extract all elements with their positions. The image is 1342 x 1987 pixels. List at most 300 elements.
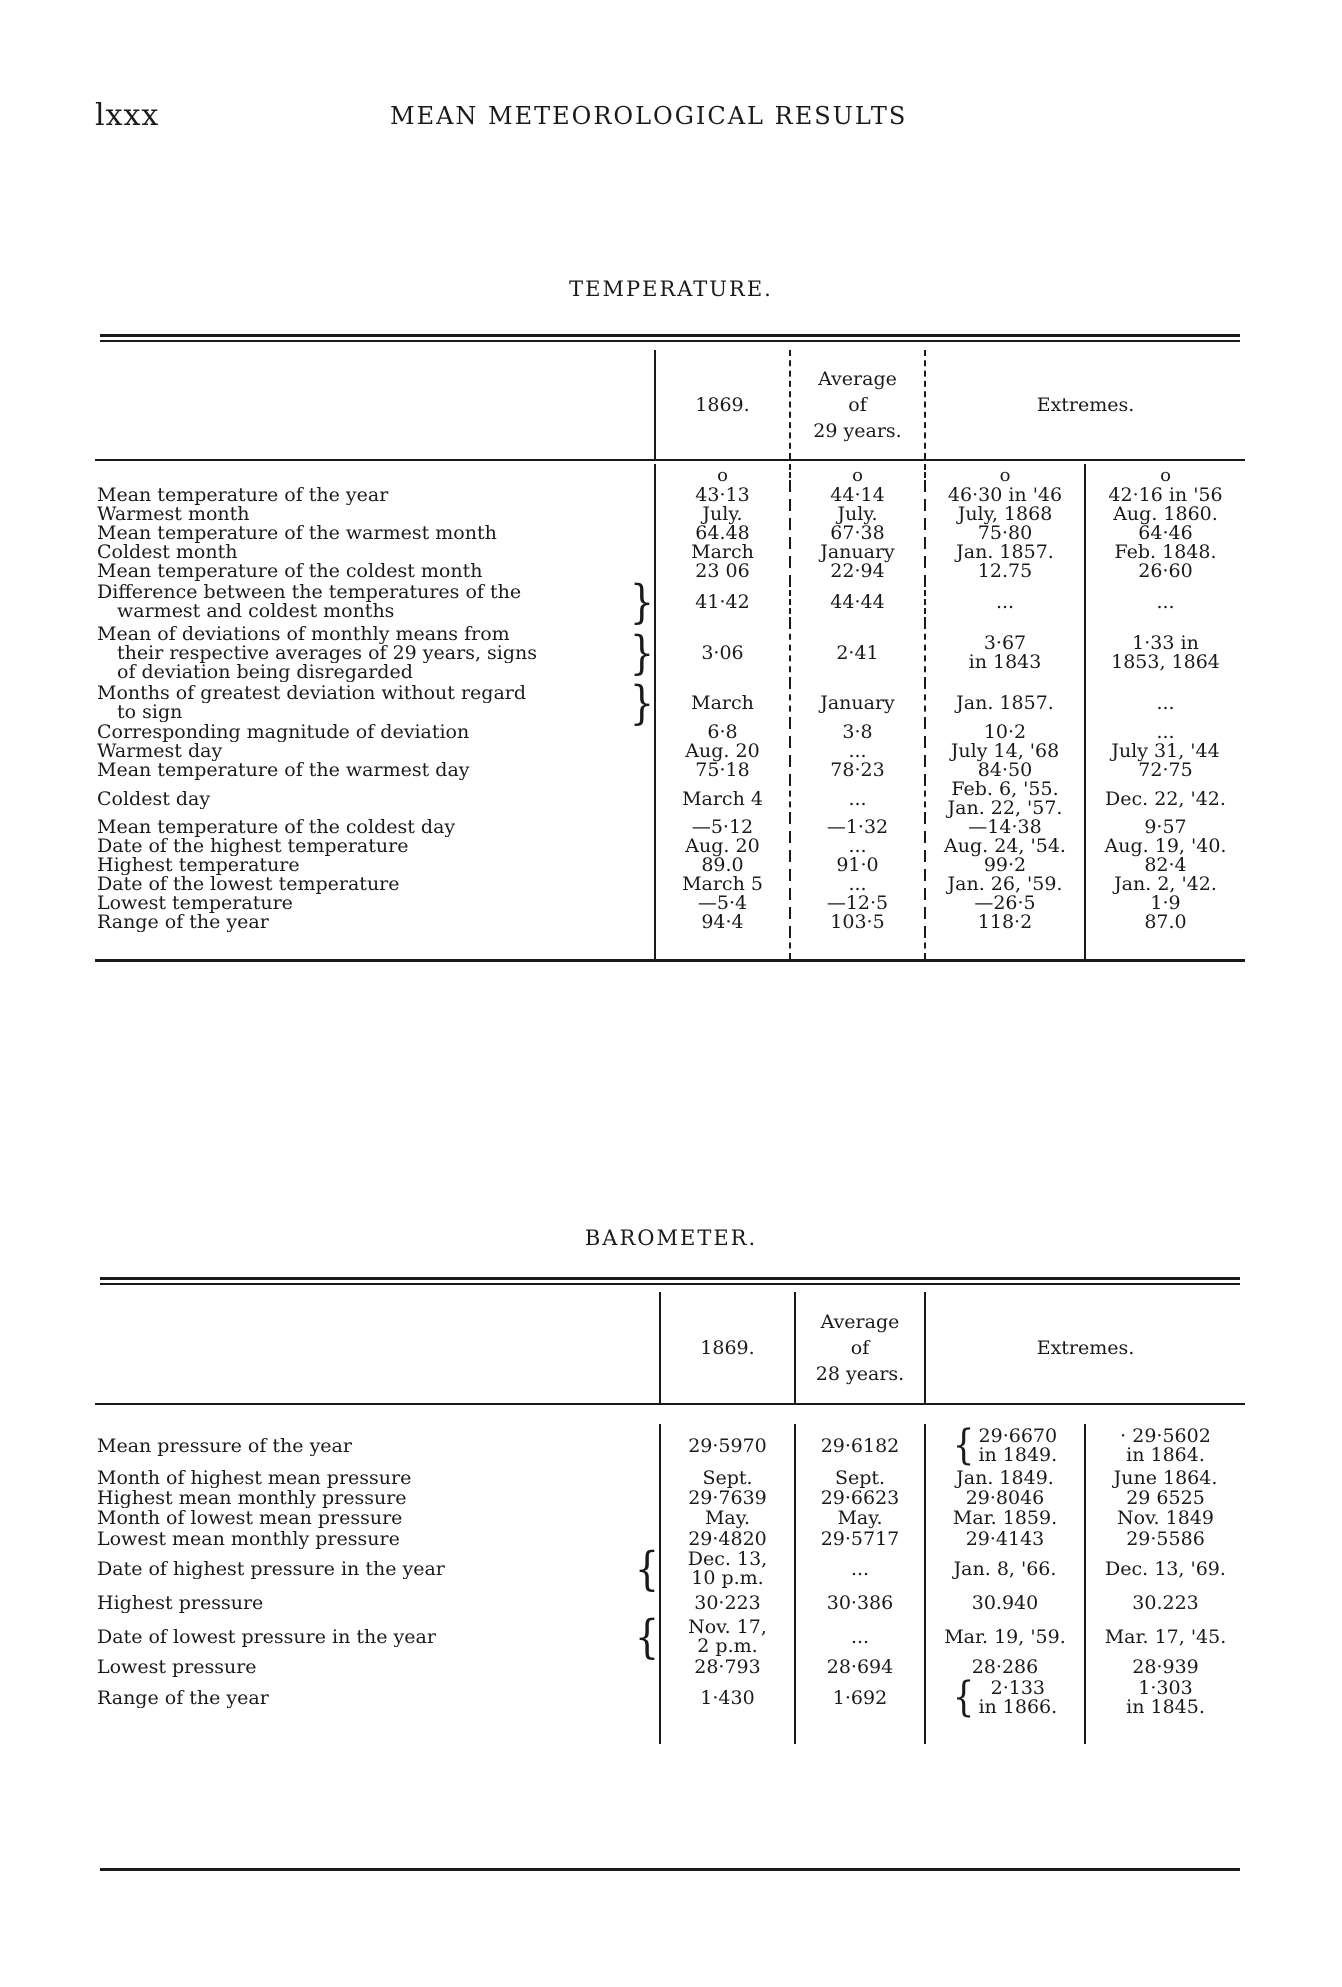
year-value: [660, 1618, 795, 1656]
temperature-row-label: [95, 913, 655, 932]
extreme-high-value: [925, 1656, 1085, 1678]
extreme-low-value: 72·75: [1085, 761, 1245, 780]
brace-right-icon: }: [629, 676, 654, 730]
barometer-top-rule-inner: [100, 1283, 1240, 1285]
barometer-row-label: [95, 1610, 660, 1664]
temperature-row: [95, 505, 1245, 524]
label-text: [97, 543, 654, 562]
label-line: Mean temperature of the coldest day: [97, 818, 456, 837]
label-text: Month of lowest mean pressure: [97, 1508, 403, 1528]
cell-line: 29·5586: [1126, 1527, 1205, 1550]
average-value: 1·692: [795, 1678, 925, 1718]
label-text: [97, 856, 654, 875]
extreme-low-value: [1085, 1528, 1245, 1550]
average-value: January: [790, 543, 925, 562]
cell-line: Jan. 8, '66.: [953, 1557, 1057, 1580]
year-value: March 5: [655, 875, 790, 894]
average-value: ...: [790, 837, 925, 856]
extreme-high-value: Jan. 1857.: [925, 543, 1085, 562]
extreme-high-value: Aug. 24, '54.: [925, 837, 1085, 856]
year-value: [660, 1424, 795, 1468]
barometer-table-bottom: [95, 1718, 1245, 1744]
average-value: May.: [795, 1508, 925, 1528]
temperature-row-label: [95, 676, 655, 730]
average-value: ...: [790, 780, 925, 818]
barometer-spacer-cell: [660, 1718, 795, 1744]
cell-line: · 29·5602: [1120, 1425, 1211, 1447]
average-value: January: [790, 683, 925, 723]
barometer-col-average-line3: 28 years.: [815, 1362, 905, 1385]
temperature-row: [95, 913, 1245, 932]
temperature-row: [95, 723, 1245, 742]
temperature-spacer-cell: [790, 932, 925, 960]
label-line: Coldest day: [97, 789, 211, 809]
barometer-row: [95, 1550, 1245, 1588]
label-group: [97, 505, 654, 524]
label-line: Mean temperature of the warmest day: [97, 761, 470, 780]
label-line: Date of the lowest temperature: [97, 875, 400, 894]
barometer-title: BAROMETER.: [584, 1226, 758, 1250]
temperature-row-label: [95, 723, 655, 742]
average-value: ...: [795, 1550, 925, 1588]
extreme-low-value: 42·16 in '56: [1085, 486, 1245, 505]
temperature-body: [95, 486, 1245, 962]
barometer-row-label: [95, 1528, 660, 1550]
barometer-spacer-cell: [95, 1718, 660, 1744]
label-group: [97, 875, 654, 894]
extreme-high-value: —14·38: [925, 818, 1085, 837]
brace-right-icon: }: [629, 575, 654, 629]
barometer-header-blank: [95, 1292, 660, 1404]
temperature-row-label: [95, 761, 655, 780]
temperature-row: [95, 856, 1245, 875]
temperature-row: [95, 875, 1245, 894]
bracket-group: [926, 1422, 1084, 1470]
label-line: Difference between the temperatures of the: [97, 583, 522, 602]
degree-mark: o: [790, 464, 925, 486]
extreme-low-value: [1085, 1550, 1245, 1588]
temperature-row-label: [95, 837, 655, 856]
average-value: Sept.: [795, 1468, 925, 1488]
cell-line: 29·5970: [688, 1434, 767, 1457]
label-line: Date of the highest temperature: [97, 837, 409, 856]
extreme-high-value: [925, 1588, 1085, 1618]
label-line: Mean temperature of the warmest month: [97, 524, 497, 543]
average-value: ...: [790, 875, 925, 894]
cell-line: in 1866.: [978, 1696, 1058, 1718]
label-group: [97, 761, 654, 780]
cell-line: 28·286: [971, 1655, 1039, 1678]
temperature-degree-blank: [95, 464, 655, 486]
extreme-high-value: 99·2: [925, 856, 1085, 875]
label-line: Lowest temperature: [97, 894, 293, 913]
year-value: Aug. 20: [655, 742, 790, 761]
temperature-header-row: [95, 350, 1245, 460]
temperature-bottom-rule-cell: [95, 960, 1245, 962]
brace-left-icon: {: [952, 1422, 975, 1470]
label-group: [97, 742, 654, 761]
extreme-low-value: Feb. 1848.: [1085, 543, 1245, 562]
year-value: 75·18: [655, 761, 790, 780]
label-group: [97, 837, 654, 856]
year-value: 41·42: [655, 581, 790, 623]
cell-line: Mar. 1859.: [952, 1506, 1058, 1529]
cell-line: Jan. 1849.: [956, 1466, 1054, 1489]
label-group: [97, 790, 654, 809]
year-value: July.: [655, 505, 790, 524]
cell-line: in 1864.: [1126, 1444, 1205, 1466]
temperature-row-label: [95, 875, 655, 894]
label-group: [97, 524, 654, 543]
temperature-top-rule: [100, 334, 1240, 337]
average-value: 44·44: [790, 581, 925, 623]
extreme-high-value: ...: [925, 581, 1085, 623]
temperature-row: [95, 524, 1245, 543]
extreme-low-value: [1085, 1618, 1245, 1656]
label-text: [97, 723, 654, 742]
extreme-low-value: ...: [1085, 581, 1245, 623]
temperature-row: [95, 742, 1245, 761]
average-value: 2·41: [790, 623, 925, 683]
running-title: MEAN METEOROLOGICAL RESULTS: [390, 102, 908, 130]
temperature-row: [95, 894, 1245, 913]
extreme-low-value: 26·60: [1085, 562, 1245, 581]
label-text: Date of highest pressure in the year: [97, 1559, 445, 1579]
year-value: 89.0: [655, 856, 790, 875]
temperature-col-average: [790, 350, 925, 460]
cell-line: 10 p.m.: [691, 1567, 764, 1589]
average-value: —12·5: [790, 894, 925, 913]
cell-line: Dec. 13,: [687, 1548, 768, 1570]
year-value: [660, 1508, 795, 1528]
barometer-row: [95, 1618, 1245, 1656]
average-value: —1·32: [790, 818, 925, 837]
label-text: [97, 761, 654, 780]
extreme-low-value: 1·9: [1085, 894, 1245, 913]
cell-line: 3·67: [983, 632, 1027, 654]
label-text: [97, 684, 628, 722]
temperature-spacer-cell: [655, 932, 790, 960]
barometer-row-label: [95, 1542, 660, 1596]
year-value: 94·4: [655, 913, 790, 932]
average-value: 3·8: [790, 723, 925, 742]
label-line: Mean of deviations of monthly means from: [97, 624, 510, 644]
average-value: ...: [795, 1618, 925, 1656]
temperature-bottom-rule: [95, 960, 1245, 962]
cell-line: June 1864.: [1113, 1466, 1218, 1489]
extreme-high-value: [925, 780, 1085, 818]
average-value: 29·5717: [795, 1528, 925, 1550]
extreme-low-value: 82·4: [1085, 856, 1245, 875]
label-line: to sign: [117, 703, 183, 722]
temperature-row-label: [95, 623, 655, 683]
label-group: [97, 1437, 659, 1456]
temperature-spacer-cell: [1085, 932, 1245, 960]
temperature-degree-row: [95, 464, 1245, 486]
extreme-low-value: 64·46: [1085, 524, 1245, 543]
extreme-high-value: [925, 623, 1085, 683]
label-group: [97, 723, 654, 742]
temperature-table: [95, 350, 1245, 962]
cell-line: 2 p.m.: [697, 1635, 758, 1657]
year-value: 23 06: [655, 562, 790, 581]
barometer-row: [95, 1424, 1245, 1468]
label-line: Range of the year: [97, 913, 269, 932]
label-line: their respective averages of 29 years, signs: [117, 643, 538, 663]
temperature-col-average-line3: 29 years.: [813, 419, 902, 442]
temperature-row-label: [95, 742, 655, 761]
label-line: Mean temperature of the year: [97, 486, 389, 505]
label-group: [97, 894, 654, 913]
barometer-row-label: [95, 1424, 660, 1468]
cell-line: Jan. 22, '57.: [947, 797, 1063, 819]
barometer-row: [95, 1468, 1245, 1488]
barometer-table: [95, 1292, 1245, 1744]
extreme-high-value: 10·2: [925, 723, 1085, 742]
extreme-high-value: 46·30 in '46: [925, 486, 1085, 505]
temperature-row-label: [95, 856, 655, 875]
year-value: [660, 1550, 795, 1588]
barometer-row: [95, 1656, 1245, 1678]
temperature-row-label: [95, 543, 655, 562]
label-group: [97, 1530, 659, 1549]
extreme-high-value: Jan. 1857.: [925, 683, 1085, 723]
label-text: Lowest pressure: [97, 1657, 257, 1677]
year-value: Aug. 20: [655, 837, 790, 856]
temperature-row-label: [95, 818, 655, 837]
temperature-row: [95, 581, 1245, 623]
cell-line: 29 6525: [1126, 1486, 1205, 1509]
year-value: [660, 1468, 795, 1488]
extreme-high-value: July 14, '68: [925, 742, 1085, 761]
extreme-high-value: —26·5: [925, 894, 1085, 913]
average-value: 44·14: [790, 486, 925, 505]
degree-mark: o: [925, 464, 1085, 486]
barometer-spacer-cell: [1085, 1718, 1245, 1744]
label-group: [97, 676, 654, 730]
label-group: [97, 913, 654, 932]
extreme-low-value: [1085, 1468, 1245, 1488]
extreme-high-value: [925, 1674, 1085, 1722]
label-line: Warmest month: [97, 505, 250, 524]
barometer-spacer-cell: [925, 1718, 1085, 1744]
temperature-spacer-cell: [95, 932, 655, 960]
cell-line: in 1843: [968, 651, 1042, 673]
extreme-low-value: [1085, 1508, 1245, 1528]
bracket-lines: [978, 1427, 1057, 1465]
extreme-high-value: [925, 1488, 1085, 1508]
extreme-low-value: [1085, 1588, 1245, 1618]
label-text: [97, 524, 654, 543]
year-value: [660, 1656, 795, 1678]
temperature-row-label: [95, 505, 655, 524]
extreme-low-value: Aug. 19, '40.: [1085, 837, 1245, 856]
cell-line: Dec. 13, '69.: [1105, 1557, 1226, 1580]
barometer-row-label: [95, 1468, 660, 1488]
extreme-high-value: [925, 1508, 1085, 1528]
average-value: 29·6623: [795, 1488, 925, 1508]
average-value: 67·38: [790, 524, 925, 543]
extreme-low-value: Jan. 2, '42.: [1085, 875, 1245, 894]
degree-mark: o: [1085, 464, 1245, 486]
label-text: [97, 583, 628, 621]
barometer-row: [95, 1588, 1245, 1618]
barometer-row-label: [95, 1508, 660, 1528]
label-group: [97, 1594, 659, 1613]
label-text: Lowest mean monthly pressure: [97, 1529, 400, 1549]
label-group: [97, 856, 654, 875]
cell-line: May.: [704, 1506, 751, 1529]
barometer-row-label: [95, 1678, 660, 1718]
barometer-col-average-line1: Average: [820, 1310, 900, 1333]
temperature-row: [95, 683, 1245, 723]
extreme-low-value: Dec. 22, '42.: [1085, 780, 1245, 818]
barometer-bottom-rule: [100, 1868, 1240, 1871]
average-value: ...: [790, 742, 925, 761]
average-value: 103·5: [790, 913, 925, 932]
temperature-top-rule-inner: [100, 340, 1240, 342]
cell-line: Mar. 19, '59.: [944, 1625, 1066, 1648]
label-group: [97, 1610, 659, 1664]
cell-line: 29·8046: [965, 1486, 1045, 1509]
label-group: [97, 1489, 659, 1508]
brace-left-icon: {: [952, 1674, 975, 1722]
barometer-row-label: [95, 1488, 660, 1508]
label-text: [97, 818, 654, 837]
extreme-low-value: July 31, '44: [1085, 742, 1245, 761]
page-number: lxxx: [95, 98, 160, 133]
degree-mark: o: [655, 464, 790, 486]
extreme-high-value: [925, 1618, 1085, 1656]
barometer-body: [95, 1424, 1245, 1744]
label-line: Highest temperature: [97, 856, 300, 875]
barometer-header-row: [95, 1292, 1245, 1404]
temperature-row-label: [95, 524, 655, 543]
cell-line: 30.223: [1132, 1591, 1199, 1614]
temperature-row: [95, 761, 1245, 780]
brace-left-icon: {: [634, 1542, 659, 1596]
label-group: [97, 575, 654, 629]
extreme-high-value: [925, 1468, 1085, 1488]
barometer-row-label: [95, 1656, 660, 1678]
label-text: [97, 875, 654, 894]
cell-line: in 1845.: [1126, 1696, 1205, 1718]
year-value: [660, 1488, 795, 1508]
label-text: Month of highest mean pressure: [97, 1468, 412, 1488]
barometer-col-average: [795, 1292, 925, 1404]
cell-line: 1·430: [700, 1686, 755, 1709]
cell-line: Sept.: [702, 1466, 753, 1489]
extreme-low-value: [1085, 1424, 1245, 1468]
extreme-low-value: [1085, 623, 1245, 683]
extreme-high-value: 75·80: [925, 524, 1085, 543]
extreme-high-value: 12.75: [925, 562, 1085, 581]
brace-left-icon: {: [634, 1610, 659, 1664]
barometer-header-rule: [95, 1404, 1245, 1424]
temperature-row: [95, 562, 1245, 581]
cell-line: 29·4143: [965, 1527, 1045, 1550]
average-value: 91·0: [790, 856, 925, 875]
label-text: [97, 837, 654, 856]
barometer-row: [95, 1488, 1245, 1508]
cell-line: Mar. 17, '45.: [1104, 1625, 1227, 1648]
label-text: [97, 625, 628, 682]
cell-line: 2·133: [990, 1677, 1046, 1699]
extreme-low-value: ...: [1085, 683, 1245, 723]
label-line: Mean temperature of the coldest month: [97, 562, 483, 581]
average-value: 29·6182: [795, 1424, 925, 1468]
year-value: —5·12: [655, 818, 790, 837]
temperature-col-average-line2: of: [848, 393, 867, 416]
year-value: 43·13: [655, 486, 790, 505]
label-text: [97, 913, 654, 932]
label-line: Corresponding magnitude of deviation: [97, 723, 470, 742]
average-value: July.: [790, 505, 925, 524]
label-line: Warmest day: [97, 742, 223, 761]
label-line: of deviation being disregarded: [117, 662, 413, 682]
barometer-col-year: 1869.: [660, 1292, 795, 1404]
temperature-spacer-cell: [925, 932, 1085, 960]
extreme-low-value: Aug. 1860.: [1085, 505, 1245, 524]
label-text: [97, 486, 654, 505]
label-text: [97, 790, 654, 809]
label-group: [97, 1509, 659, 1528]
cell-line: 29·4820: [688, 1527, 767, 1550]
temperature-col-year: 1869.: [655, 350, 790, 460]
barometer-spacer-cell: [795, 1718, 925, 1744]
cell-line: 29·7639: [688, 1486, 767, 1509]
extreme-high-value: [925, 1424, 1085, 1468]
label-text: Highest mean monthly pressure: [97, 1488, 407, 1508]
year-value: [660, 1678, 795, 1718]
average-value: 28·694: [795, 1656, 925, 1678]
label-group: [97, 1469, 659, 1488]
year-value: 6·8: [655, 723, 790, 742]
extreme-high-value: [925, 1528, 1085, 1550]
barometer-row: [95, 1678, 1245, 1718]
temperature-title: TEMPERATURE.: [569, 277, 773, 301]
temperature-row: [95, 623, 1245, 683]
label-group: [97, 818, 654, 837]
temperature-col-extremes: Extremes.: [925, 350, 1245, 460]
cell-line: 1853, 1864: [1111, 651, 1220, 673]
temperature-row-label: [95, 486, 655, 505]
cell-line: Nov. 1849: [1117, 1506, 1214, 1529]
year-value: [660, 1528, 795, 1550]
temperature-row-label: [95, 575, 655, 629]
cell-line: 28·793: [694, 1655, 761, 1678]
temperature-row: [95, 486, 1245, 505]
label-text: Mean pressure of the year: [97, 1436, 352, 1456]
average-value: 78·23: [790, 761, 925, 780]
cell-line: 1·303: [1138, 1677, 1193, 1699]
barometer-row: [95, 1528, 1245, 1550]
year-value: [660, 1588, 795, 1618]
label-text: [97, 505, 654, 524]
temperature-row: [95, 837, 1245, 856]
cell-line: 29·6670: [978, 1425, 1058, 1447]
temperature-row: [95, 780, 1245, 818]
label-text: Highest pressure: [97, 1593, 264, 1613]
temperature-header-blank: [95, 350, 655, 460]
year-value: March 4: [655, 780, 790, 818]
temperature-table-bottom: [95, 932, 1245, 960]
extreme-low-value: 87.0: [1085, 913, 1245, 932]
extreme-high-value: 84·50: [925, 761, 1085, 780]
extreme-low-value: [1085, 1488, 1245, 1508]
bracket-group: [926, 1674, 1084, 1722]
brace-right-icon: }: [629, 626, 654, 680]
